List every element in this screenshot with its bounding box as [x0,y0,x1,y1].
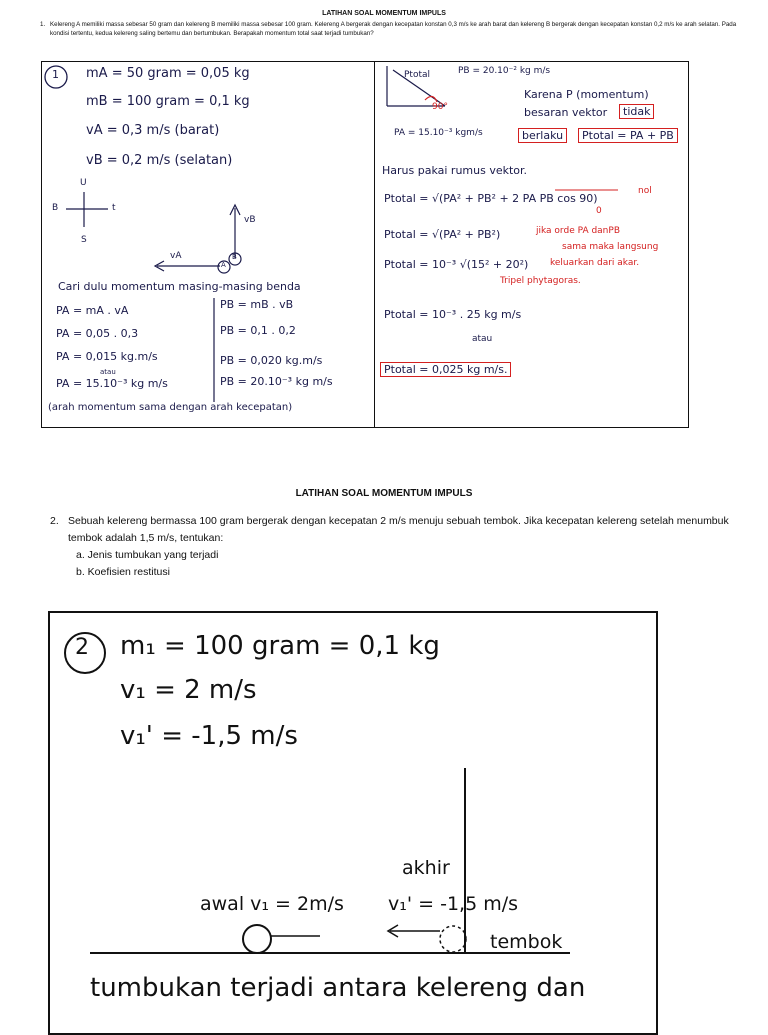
berlaku-box: berlaku [518,128,567,143]
circle-number-text: 1 [52,68,59,81]
pb-scientific: PB = 20.10⁻³ kg m/s [220,375,333,388]
mass-a: mA = 50 gram = 0,05 kg [86,66,250,81]
reason-line-1: Karena P (momentum) [524,88,649,101]
marble-final [440,926,466,952]
velocity-b: vB = 0,2 m/s (selatan) [86,153,233,168]
mass-given: m₁ = 100 gram = 0,1 kg [120,631,440,661]
pa-value: PA = 15.10⁻³ kgm/s [394,128,483,138]
final-velocity: v₁' = -1,5 m/s [120,721,298,751]
page-title: LATIHAN SOAL MOMENTUM IMPULS [322,10,446,17]
final-answer: Ptotal = 0,025 kg m/s. [380,362,511,377]
answer-box-2 [48,611,658,1035]
akhir-label: akhir [402,857,450,879]
wall-label: tembok [490,931,563,953]
order-note-2: sama maka langsung [562,242,659,252]
zero-note: 0 [596,206,602,216]
question-1 [40,20,740,38]
va-label: vA [170,251,182,261]
direction-note: (arah momentum sama dengan arah kecepatan) [48,402,293,413]
factored-formula: Ptotal = 10⁻³ √(15² + 20²) [384,258,529,271]
pa-result: PA = 0,015 kg.m/s [56,350,158,363]
vector-instruction: Harus pakai rumus vektor. [382,164,528,177]
pythagoras-note: Tripel phytagoras. [500,276,581,286]
explanation-line: tumbukan terjadi antara kelereng dan [90,973,586,1003]
compass-s: S [81,235,87,245]
initial-velocity: v₁ = 2 m/s [120,675,257,705]
question-text: Sebuah kelereng bermassa 100 gram bergerak dengan kecepatan 2 m/s menuju sebuah tembok. Jika kecepatan kelereng setelah menumbuk tembok adalah 1,5 m/s, tentukan: [68,515,729,544]
order-note-3: keluarkan dari akar. [550,258,640,268]
pb-result: PB = 0,020 kg.m/s [220,354,323,367]
reason-line-2: besaran vektor [524,106,608,119]
circle-number-text: 2 [75,635,89,660]
answer-box-1 [41,61,689,428]
sub-question-a: a. Jenis tumbukan yang terjadi [76,549,219,561]
final-velocity-label: v₁' = -1,5 m/s [388,893,519,915]
compass-t: t [112,203,116,213]
vector-formula: Ptotal = √(PA² + PB² + 2 PA PB cos 90) [384,192,598,205]
atau-label: atau [100,368,116,376]
result-formula: Ptotal = 10⁻³ . 25 kg m/s [384,308,522,321]
pa-substitute: PA = 0,05 . 0,3 [56,327,139,340]
pa-formula: PA = mA . vA [56,304,129,317]
simplified-formula: Ptotal = √(PA² + PB²) [384,228,501,241]
tidak-box: tidak [619,104,654,119]
atau-label-2: atau [472,334,493,344]
mass-b: mB = 100 gram = 0,1 kg [86,94,250,109]
marble-initial [243,925,271,953]
left-diagram [42,62,374,427]
instruction: Cari dulu momentum masing-masing benda [58,280,301,293]
question-number: 2. [50,515,59,527]
pb-formula: PB = mB . vB [220,298,294,311]
nol-note: nol [638,186,652,196]
sub-question-b: b. Koefisien restitusi [76,566,170,578]
ball-a-label: A [221,261,226,269]
angle-90: 90° [432,102,448,112]
compass-b: B [52,203,59,213]
question-text: Kelereng A memiliki massa sebesar 50 gram dan kelereng B memiliki massa sebesar 100 gram. Kelereng A bergerak dengan kecepatan konstan 0,3 m/s ke arah barat dan kelereng B bergerak dengan kecepatan konstan 0,2 m/s ke arah selatan. Pada kondisi tertentu, kedua kelereng saling bertemu dan bertumbukan. Berapakah momentum total saat terjadi tumbukan? [50,21,737,37]
vb-label: vB [244,215,256,225]
ptotal-label: Ptotal [404,70,431,80]
awal-label: awal v₁ = 2m/s [200,893,344,915]
velocity-a: vA = 0,3 m/s (barat) [86,123,220,138]
ball-b-label: B [232,253,237,261]
order-note-1: jika orde PA danPB [536,226,620,236]
compass-u: U [80,178,87,188]
pb-value: PB = 20.10⁻² kg m/s [458,66,551,76]
pb-substitute: PB = 0,1 . 0,2 [220,324,296,337]
pa-scientific: PA = 15.10⁻³ kg m/s [56,377,168,390]
question-2 [40,513,765,581]
question-number: 1. [40,21,46,28]
section-title: LATIHAN SOAL MOMENTUM IMPULS [295,488,473,499]
formula-box: Ptotal = PA + PB [578,128,678,143]
